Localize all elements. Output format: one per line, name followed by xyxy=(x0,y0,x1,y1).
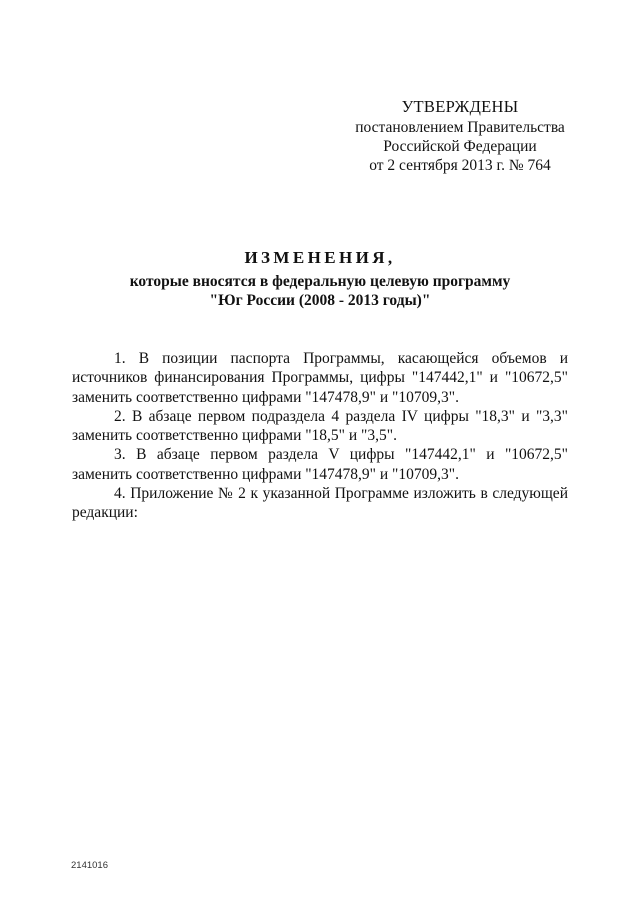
approval-stamp: УТВЕРЖДЕНЫ xyxy=(401,97,519,116)
paragraph-1: 1. В позиции паспорта Программы, касающейся объемов и источников финансирования Программы, цифры "147442,1" и "10672,5" заменить соответственно цифрами "147478,9" и "10709,3". xyxy=(72,350,568,406)
approval-line-resolution: постановлением Правительства xyxy=(355,119,565,136)
paragraph-4: 4. Приложение № 2 к указанной Программе изложить в следующей редакции: xyxy=(72,485,568,522)
subtitle-line-2: "Юг России (2008 - 2013 годы)" xyxy=(209,292,431,309)
document-subtitle xyxy=(70,272,570,310)
document-body xyxy=(72,349,568,523)
paragraph-2: 2. В абзаце первом подраздела 4 раздела IV цифры "18,3" и "3,3" заменить соответственно цифрами "18,5" и "3,5". xyxy=(72,407,568,445)
document-number: 2141016 xyxy=(71,860,108,871)
approval-line-date: от 2 сентября 2013 г. № 764 xyxy=(369,157,551,174)
paragraph-3: 3. В абзаце первом раздела V цифры "147442,1" и "10672,5" заменить соответственно цифрами "147478,9" и "10709,3". xyxy=(72,446,568,483)
subtitle-line-1: которые вносятся в федеральную целевую программу xyxy=(129,273,511,290)
document-title: ИЗМЕНЕНИЯ, xyxy=(244,248,396,267)
approval-line-government: Российской Федерации xyxy=(383,138,537,155)
approval-block xyxy=(330,97,590,175)
